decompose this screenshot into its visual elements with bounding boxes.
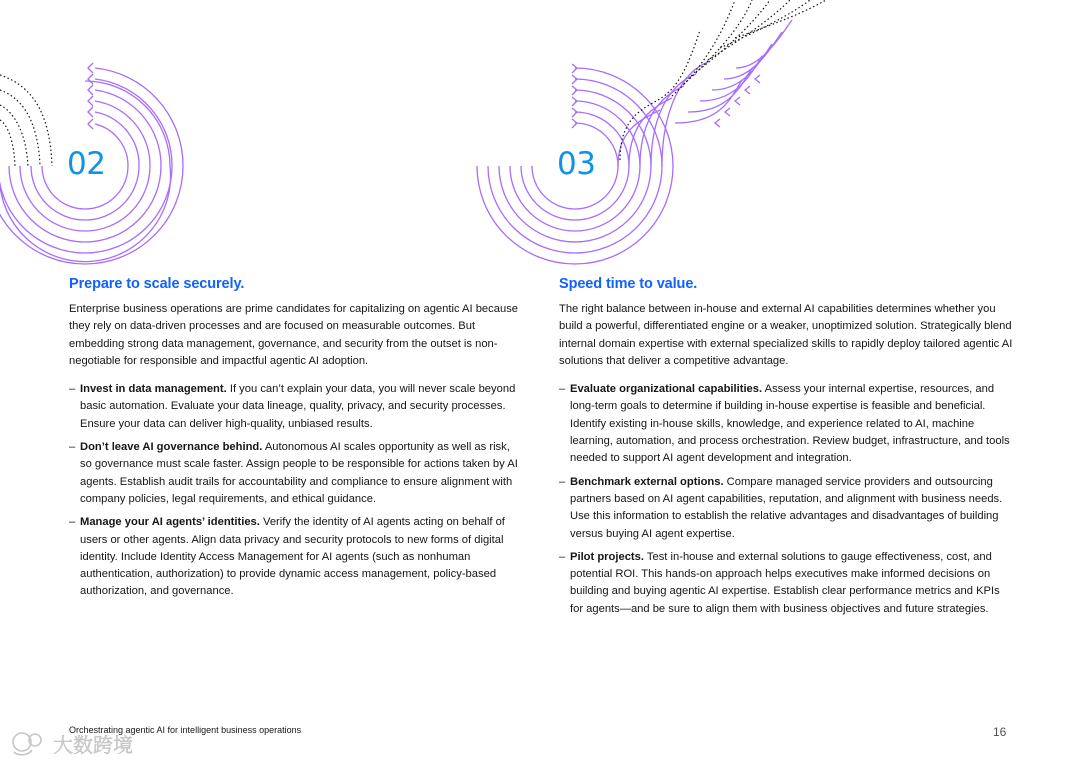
list-item: – Don’t leave AI governance behind. Autonomous AI scales opportunity as well as risk, so governance must scale faster. Assign people to be responsible for actions taken by AI agents. Establish audit trails for accountability and compliance to ensure alignment with company policies, legal requirements, and ethical guidance. (69, 441, 518, 505)
item-title: Don’t leave AI governance behind. (80, 441, 263, 454)
section-heading-right: Speed time to value. (559, 276, 698, 292)
watermark-logo (8, 728, 148, 760)
page-number: 16 (993, 725, 1007, 739)
item-title: Pilot projects. (570, 550, 644, 563)
item-text: Verify the identity of AI agents acting on behalf of users or other agents. Align data privacy and security protocols to new forms of digital identity. Include Identity Access Management for AI agents (such as nonhuman authentication, authorization) to provide dynamic access management, policy-based authorization, and governance. (80, 516, 505, 598)
item-title: Benchmark external options. (570, 475, 724, 488)
section-intro-right: The right balance between in-house and external AI capabilities determines whether you build a powerful, differentiated engine or a weaker, unoptimized solution. Strategically blend internal domain expertise with external specialized skills to rapidly deploy tailored agentic AI solutions that deliver a competitive advantage. (559, 303, 1013, 367)
section-left (69, 276, 524, 607)
section-intro-left: Enterprise business operations are prime candidates for capitalizing on agentic AI because they rely on data-driven processes and are focused on measurable outcomes. But embedding strong data management, governance, and security from the outset is non-negotiable for responsible and impactful agentic AI adoption. (69, 303, 519, 367)
section-number-left: 02 (67, 146, 106, 182)
item-title: Manage your AI agents’ identities. (80, 516, 260, 529)
list-item: – Invest in data management. If you can’t explain your data, you will never scale beyond basic automation. Evaluate your data lineage, quality, privacy, and security processes. Ensure your data can deliver high-quality, unbiased results. (69, 383, 516, 430)
watermark-text: 大数跨境 (53, 733, 133, 757)
item-title: Invest in data management. (80, 383, 227, 396)
list-item: – Pilot projects. Test in-house and external solutions to gauge effectiveness, cost, and potential ROI. This hands-on approach helps executives make informed decisions on building and buying agentic AI expertise. Establish clear performance metrics and KPIs for agents—and be sure to align them with business objectives and future strategies. (559, 550, 1000, 615)
item-text: Assess your internal expertise, resources, and long-term goals to determine if building in-house expertise is feasible and beneficial. Identify existing in-house skills, knowledge, and experience related to AI, machine learning, automation, and process orchestration. Review budget, infrastructure, and tools needed to support AI agent development and integration. (570, 383, 1010, 465)
footer-document-title: Orchestrating agentic AI for intelligent business operations (69, 725, 302, 735)
list-item: – Evaluate organizational capabilities. Assess your internal expertise, resources, and long-term goals to determine if building in-house expertise is feasible and beneficial. Identify existing in-house skills, knowledge, and experience related to AI, machine learning, automation, and process orchestration. Review budget, infrastructure, and tools needed to support AI agent development and integration. (559, 383, 1010, 465)
item-text: If you can’t explain your data, you will never scale beyond basic automation. Evaluate your data lineage, quality, privacy, and security processes. Ensure your data can deliver high-quality, unbiased results. (80, 383, 516, 430)
section-heading-left: Prepare to scale securely. (69, 276, 245, 292)
item-text: Compare managed service providers and outsourcing partners based on AI agent capabilities, reputation, and alignment with business needs. Use this information to establish the relative advantages and disadvantages of building versus buying AI agent expertise. (570, 475, 1003, 540)
bullet-list-left (69, 381, 524, 601)
bullet-list-right (559, 381, 1014, 618)
list-item: – Manage your AI agents’ identities. Verify the identity of AI agents acting on behalf of users or other agents. Align data privacy and security protocols to new forms of digital identity. Include Identity Access Management for AI agents (such as nonhuman authentication, authorization) to provide dynamic access management, policy-based authorization, and governance. (69, 516, 505, 598)
item-title: Evaluate organizational capabilities. (570, 383, 763, 396)
item-text: Autonomous AI scales opportunity as well as risk, so governance must scale faster. Assign people to be responsible for actions taken by AI agents. Establish audit trails for accountability and compliance to ensure alignment with company policies, legal requirements, and ethical guidance. (80, 441, 518, 505)
list-item: – Benchmark external options. Compare managed service providers and outsourcing partners based on AI agent capabilities, reputation, and alignment with business needs. Use this information to establish the relative advantages and disadvantages of building versus buying AI agent expertise. (559, 475, 1003, 540)
section-right (559, 276, 1014, 624)
item-text: Test in-house and external solutions to gauge effectiveness, cost, and potential ROI. This hands-on approach helps executives make informed decisions on building and buying agentic AI expertise. Establish clear performance metrics and KPIs for agents—and be sure to align them with business objectives and future strategies. (570, 550, 1000, 615)
section-number-right: 03 (557, 146, 596, 182)
decorative-arcs-graphic (0, 0, 1080, 270)
